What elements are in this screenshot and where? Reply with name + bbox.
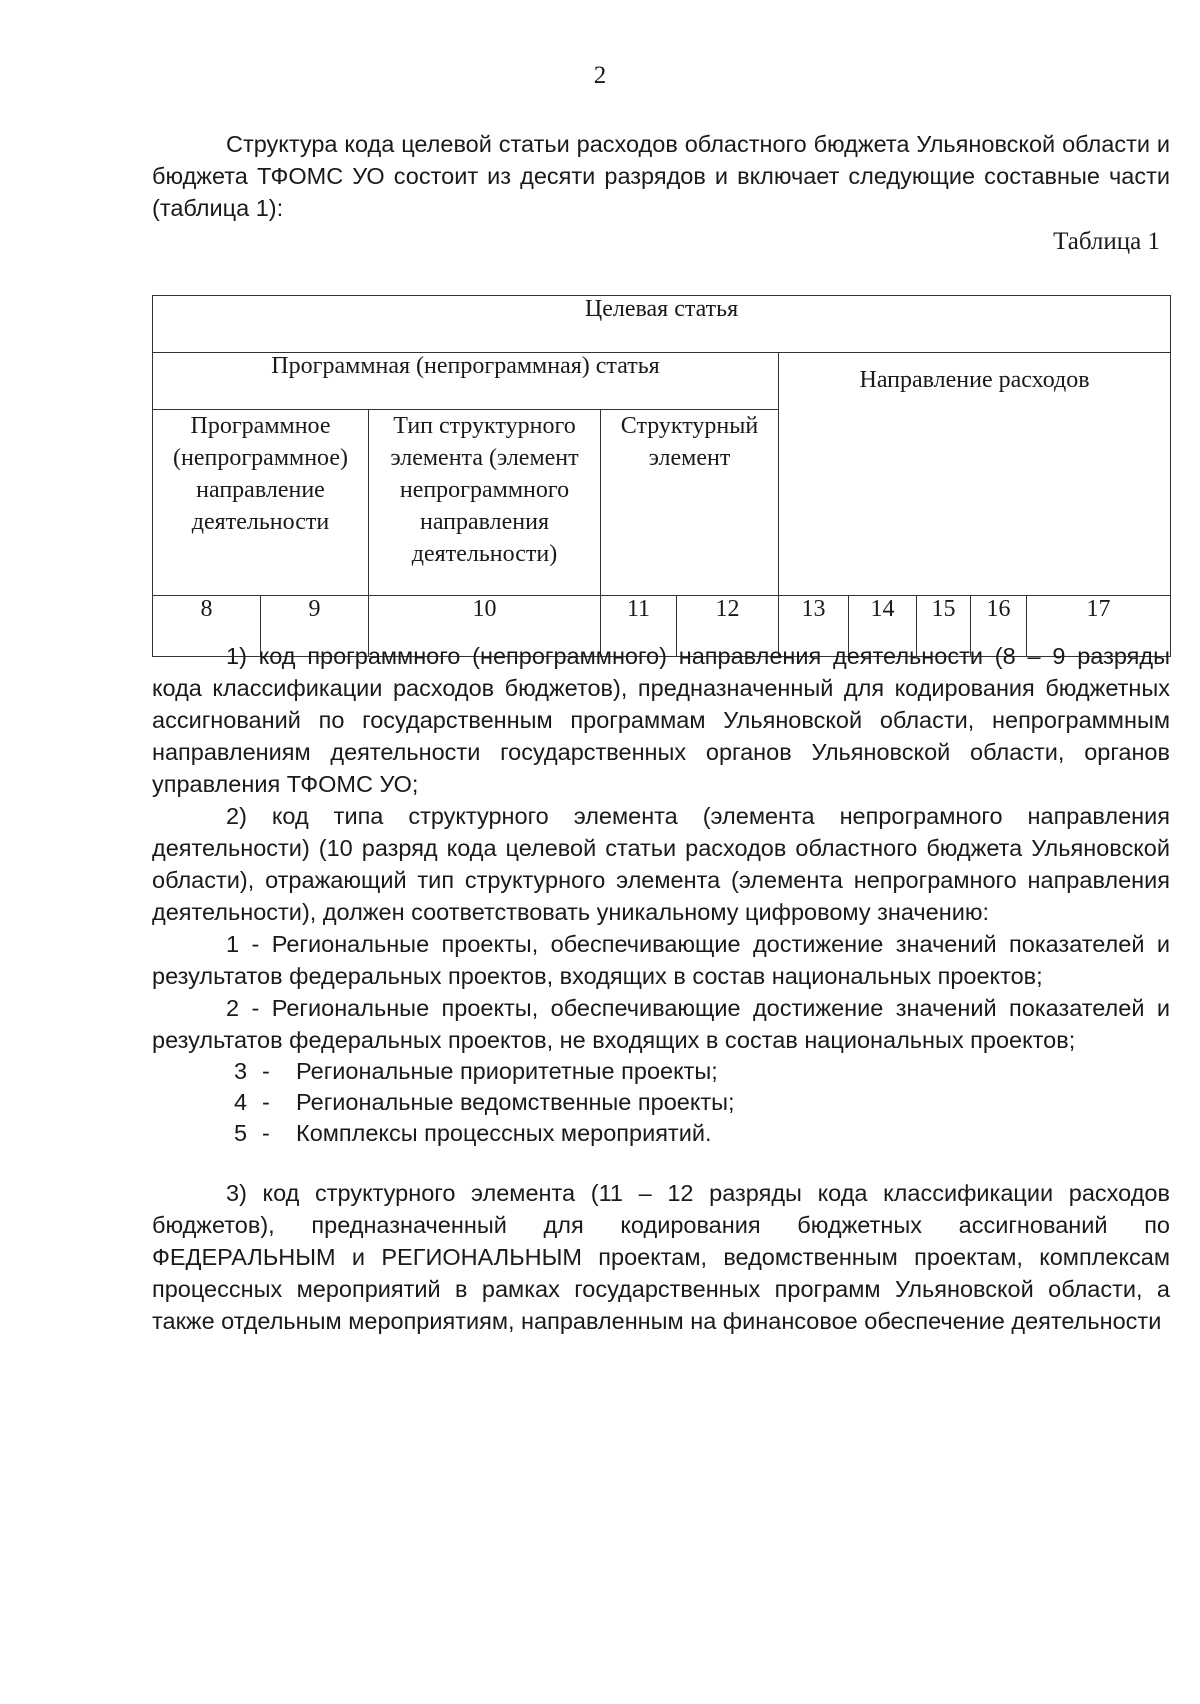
- list-item-number: 3: [234, 1058, 248, 1084]
- list-item-number: 4: [234, 1089, 248, 1115]
- expense-direction-header: Направление расходов: [779, 353, 1171, 596]
- table-title-cell: Целевая статья: [153, 296, 1171, 353]
- digit-cell: 8: [153, 596, 261, 657]
- intro-paragraph: Структура кода целевой статьи расходов областного бюджета Ульяновской области и бюджета ТФОМС УО состоит из десяти разрядов и включает следующие составные части (таблица 1):: [152, 131, 1170, 221]
- list-item-number: 5: [234, 1120, 248, 1146]
- list-item: [152, 1056, 1170, 1087]
- structural-element-header: Структурный элемент: [601, 410, 779, 596]
- digit-cell: 12: [677, 596, 779, 657]
- digit-cell: 11: [601, 596, 677, 657]
- list-item: [152, 1087, 1170, 1118]
- item-2-paragraph: 2) код типа структурного элемента (элемента непрограмного направления деятельности) (10 разряд кода целевой статьи расходов областного бюджета Ульяновской области), отражающий тип структурного элемента (элемента непрограмного направления деятельности), должен соответствовать уникальному цифровому значению:: [152, 803, 1170, 925]
- digit-cell: 14: [849, 596, 917, 657]
- digit-cell: 16: [971, 596, 1027, 657]
- digit-cell: 17: [1027, 596, 1171, 657]
- target-article-table: [152, 295, 1171, 657]
- page-number: 2: [593, 62, 607, 89]
- list-item-dash: -: [262, 1058, 270, 1084]
- body-text: [152, 640, 1170, 1337]
- list-item: [152, 1118, 1170, 1149]
- list-item-dash: -: [262, 1120, 270, 1146]
- list-item-text: Региональные приоритетные проекты;: [296, 1058, 718, 1084]
- sub-item-1: 1 - Региональные проекты, обеспечивающие достижение значений показателей и результатов федеральных проектов, входящих в состав национальных проектов;: [152, 931, 1170, 989]
- digit-cell: 9: [261, 596, 369, 657]
- digit-cell: 10: [369, 596, 601, 657]
- digit-cell: 13: [779, 596, 849, 657]
- list-item-text: Региональные ведомственные проекты;: [296, 1089, 735, 1115]
- type-code-list: [152, 1056, 1170, 1149]
- table-caption: Таблица 1: [1053, 228, 1160, 255]
- item-3-paragraph: 3) код структурного элемента (11 – 12 разряды кода классификации расходов бюджетов), предназначенный для кодирования бюджетных ассигнований по ФЕДЕРАЛЬНЫМ и РЕГИОНАЛЬНЫМ проектам, ведомственным проектам, комплексам процессных мероприятий в рамках государственных программ Ульяновской области, а также отдельным мероприятиям, направленным на финансовое обеспечение деятельности: [152, 1180, 1170, 1334]
- sub-item-2: 2 - Региональные проекты, обеспечивающие достижение значений показателей и результатов федеральных проектов, не входящих в состав национальных проектов;: [152, 995, 1170, 1053]
- program-direction-header: Программное (непрограммное) направление деятельности: [153, 410, 369, 596]
- structural-element-type-header: Тип структурного элемента (элемент непрограммного направления деятельности): [369, 410, 601, 596]
- program-article-header: Программная (непрограммная) статья: [153, 353, 779, 410]
- list-item-dash: -: [262, 1089, 270, 1115]
- item-1-paragraph: 1) код программного (непрограммного) направления деятельности (8 – 9 разряды кода классификации расходов бюджетов), предназначенный для кодирования бюджетных ассигнований по государственным программам Ульяновской области, непрограммным направлениям деятельности государственных органов Ульяновской области, органов управления ТФОМС УО;: [152, 643, 1170, 797]
- digit-cell: 15: [917, 596, 971, 657]
- list-item-text: Комплексы процессных мероприятий.: [296, 1120, 712, 1146]
